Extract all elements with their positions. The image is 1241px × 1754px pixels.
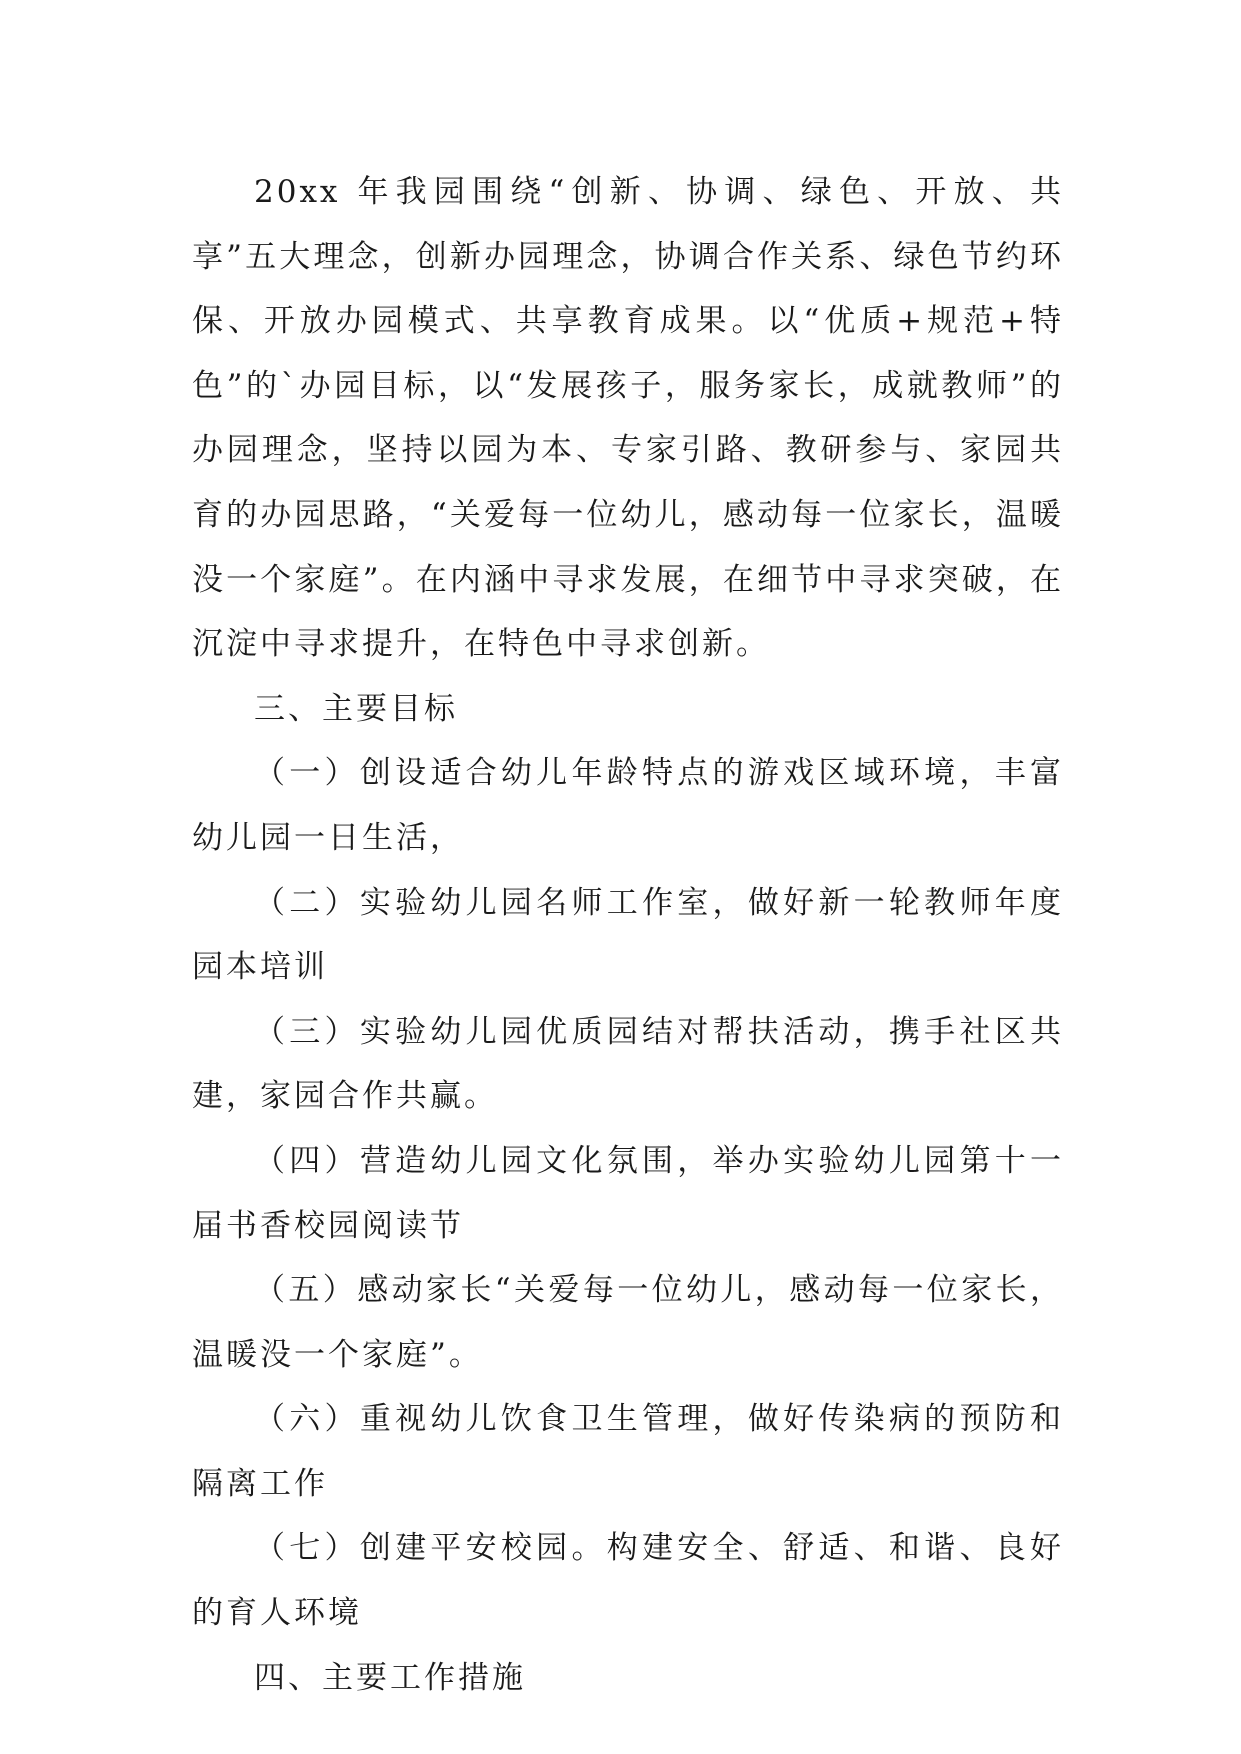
- goal-item-6: （六）重视幼儿饮食卫生管理，做好传染病的预防和隔离工作: [192, 1401, 1064, 1502]
- goal-item-1: （一）创设适合幼儿年龄特点的游戏区域环境，丰富幼儿园一日生活，: [192, 755, 1064, 856]
- document-body: [192, 160, 1064, 1710]
- goal-item-5: （五）感动家长“关爱每一位幼儿，感动每一位家长，温暖没一个家庭”。: [192, 1272, 1064, 1373]
- section-heading-main-goals: 三、主要目标: [254, 690, 458, 727]
- goal-item-7: （七）创建平安校园。构建安全、舒适、和谐、良好的育人环境: [192, 1530, 1064, 1632]
- goal-item-3: （三）实验幼儿园优质园结对帮扶活动，携手社区共建，家园合作共赢。: [192, 1013, 1064, 1115]
- goal-item-4: （四）营造幼儿园文化氛围，举办实验幼儿园第十一届书香校园阅读节: [192, 1142, 1064, 1244]
- section-heading-work-measures: 四、主要工作措施: [254, 1659, 526, 1696]
- goal-item-2: （二）实验幼儿园名师工作室，做好新一轮教师年度园本培训: [192, 884, 1064, 986]
- intro-paragraph: 20xx 年我园围绕“创新、协调、绿色、开放、共享”五大理念，创新办园理念，协调合作关系、绿色节约环保、开放办园模式、共享教育成果。以“优质+规范+特色”的`办园目标，以“发展孩子，服务家长，成就教师”的办园理念，坚持以园为本、专家引路、教研参与、家园共育的办园思路，“关爱每一位幼儿，感动每一位家长，温暖没一个家庭”。在内涵中寻求发展，在细节中寻求突破，在沉淀中寻求提升，在特色中寻求创新。: [192, 174, 1064, 663]
